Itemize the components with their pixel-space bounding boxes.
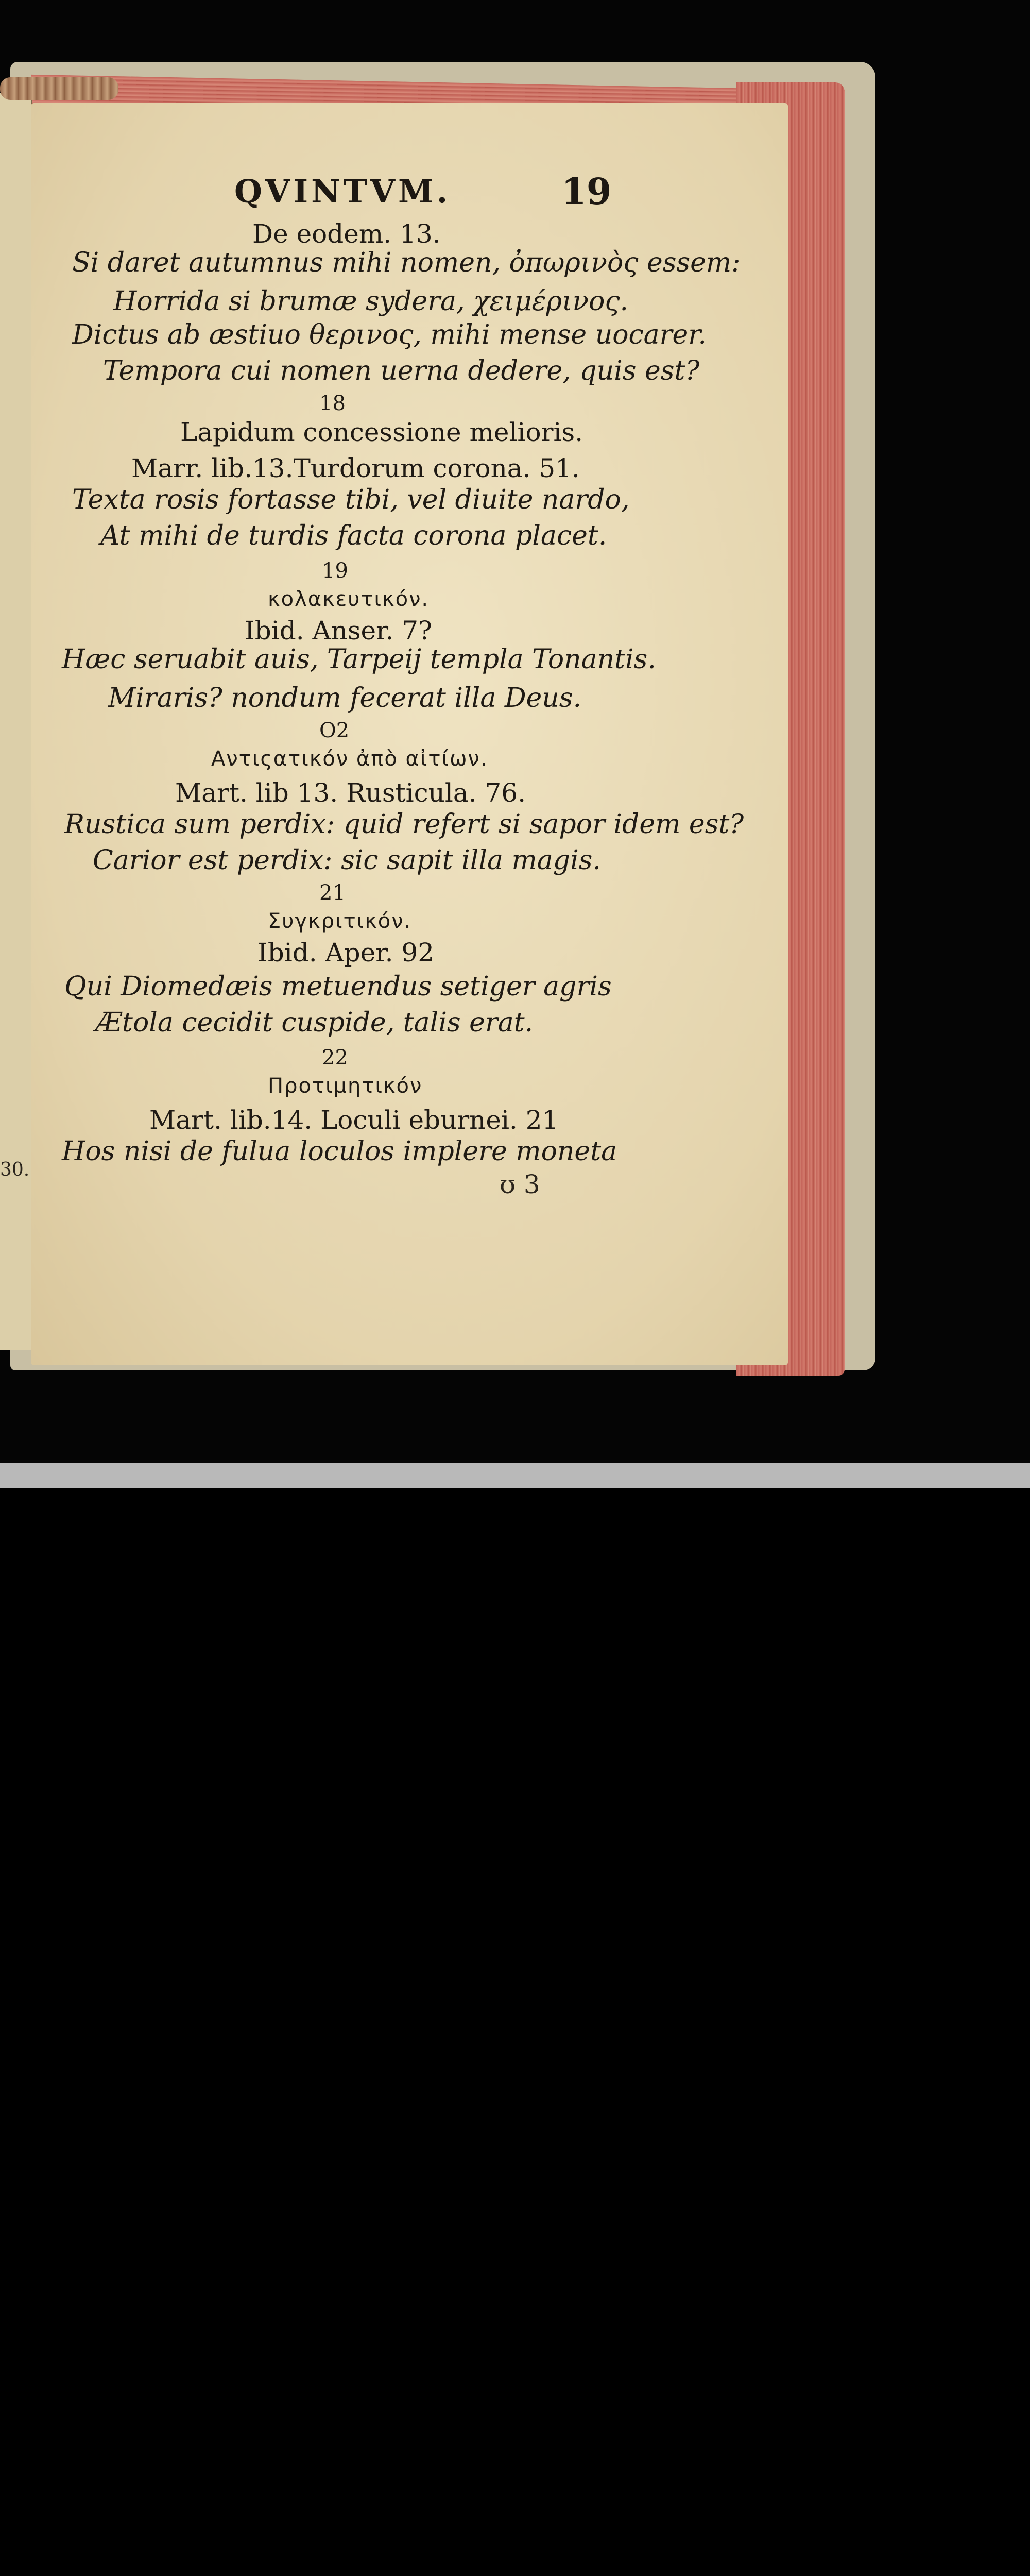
text-line: Horrida si brumæ sydera, χειμέρινος. <box>113 286 629 317</box>
text-line: De eodem. 13. <box>252 219 441 249</box>
text-line: Προτιμητικόν <box>268 1074 423 1098</box>
text-line: Hos nisi de fulua loculos implere moneta <box>62 1136 617 1167</box>
text-line: Dictus ab æstiuo θερινος, mihi mense uocarer. <box>72 319 707 350</box>
running-head: QVINTVM. <box>234 173 451 210</box>
text-line: Carior est perdix: sic sapit illa magis. <box>93 845 601 876</box>
text-line: Marr. lib.13.Turdorum corona. 51. <box>131 453 580 483</box>
left-margin-fragment: 30. <box>0 1159 30 1180</box>
text-line: Si daret autumnus mihi nomen, ὀπωρινὸς essem: <box>72 247 741 278</box>
text-line: Rustica sum perdix: quid refert si sapor idem est? <box>64 809 744 840</box>
text-line: 21 <box>319 881 346 905</box>
text-line: Hæc seruabit auis, Tarpeij templa Tonantis. <box>62 644 656 675</box>
text-line: Qui Diomedæis metuendus setiger agris <box>64 971 612 1002</box>
text-line: Lapidum concessione melioris. <box>180 417 583 447</box>
text-line: 22 <box>322 1046 348 1070</box>
text-line: Ibid. Anser. 7? <box>245 616 432 646</box>
text-line: Ætola cecidit cuspide, talis erat. <box>95 1007 534 1038</box>
text-line: Miraris? nondum fecerat illa Deus. <box>108 683 582 714</box>
text-line: Texta rosis fortasse tibi, vel diuite nardo, <box>72 484 630 515</box>
text-line: Συγκριτικόν. <box>268 909 412 933</box>
text-line: O2 <box>319 719 350 742</box>
text-line: κολακευτικόν. <box>268 587 430 611</box>
text-line: Tempora cui nomen uerna dedere, quis est? <box>103 355 700 386</box>
viewer-footer-bar <box>0 1463 1030 1488</box>
text-line: Mart. lib.14. Loculi eburnei. 21 <box>149 1105 559 1135</box>
catchword: ʊ 3 <box>500 1170 540 1199</box>
page-number: 19 <box>561 170 612 213</box>
text-line: 19 <box>322 559 348 583</box>
text-line: Mart. lib 13. Rusticula. 76. <box>175 778 526 808</box>
text-line: 18 <box>319 392 346 415</box>
text-line: Αντιςατικόν ἀπὸ αἰτίων. <box>211 747 488 771</box>
text-line: At mihi de turdis facta corona placet. <box>100 520 607 551</box>
text-line: Ibid. Aper. 92 <box>258 938 435 968</box>
bookmark-ribbon <box>0 77 118 100</box>
